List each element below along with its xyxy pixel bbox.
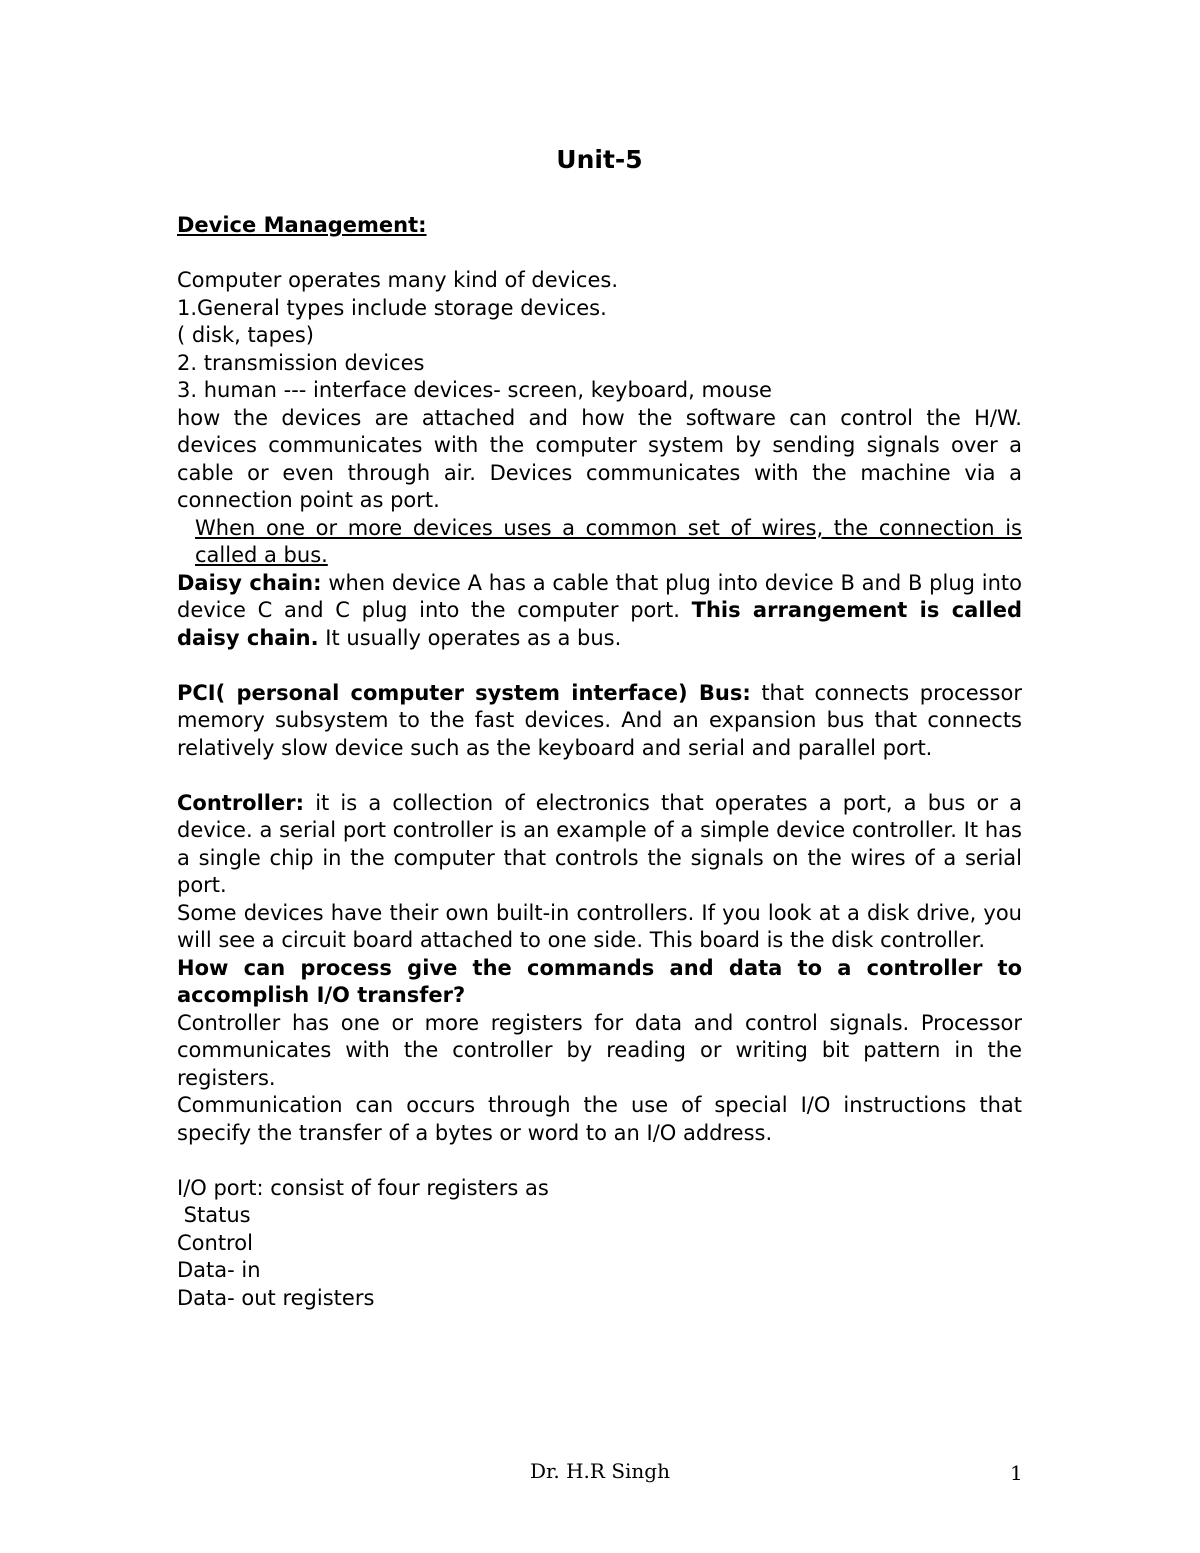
daisy-chain-tail: It usually operates as a bus.	[318, 625, 622, 650]
controller-paragraph-2: Some devices have their own built-in controllers. If you look at a disk drive, you will see a circuit board attached to one side. This board is the disk controller.	[177, 900, 1022, 952]
pci-text: that connects processor memory subsystem to the fast devices. And an expansion bus that connects relatively slow device such as the keyboard and serial and parallel port.	[177, 680, 1022, 760]
section-heading: Device Management:	[177, 213, 427, 237]
io-port-intro: I/O port: consist of four registers as	[177, 1175, 549, 1200]
daisy-chain-label: Daisy chain:	[177, 570, 322, 595]
intro-paragraph: how the devices are attached and how the software can control the H/W. devices communicates with the computer system by sending signals over a cable or even through air. Devices communicates with the machine via a connection point as port.	[177, 405, 1022, 512]
bus-definition: When one or more devices uses a common set of wires, the connection is called a bus.	[195, 515, 1022, 567]
page-title: Unit-5	[556, 145, 643, 174]
controller-paragraph	[177, 790, 1022, 900]
io-port-register: Data- in	[177, 1258, 261, 1282]
intro-line: 1.General types include storage devices.	[177, 295, 607, 320]
controller-text: it is a collection of electronics that operates a port, a bus or a device. a serial port controller is an example of a simple device controller. It has a single chip in the computer that controls the signals on the wires of a serial port.	[177, 790, 1022, 897]
io-port-register: Data- out registers	[177, 1285, 375, 1310]
pci-label: PCI( personal computer system interface) Bus:	[177, 680, 751, 705]
answer-paragraph-2: Communication can occurs through the use of special I/O instructions that specify the transfer of a bytes or word to an I/O address.	[177, 1093, 1022, 1145]
intro-line: Computer operates many kind of devices.	[177, 268, 618, 292]
footer-author: Dr. H.R Singh	[530, 1459, 670, 1483]
io-port-register: Control	[177, 1230, 253, 1255]
page-number: 1	[1010, 1461, 1023, 1485]
question-heading: How can process give the commands and data to a controller to accomplish I/O transfer?	[177, 955, 1022, 1007]
daisy-chain-paragraph	[177, 570, 1022, 653]
answer-paragraph: Controller has one or more registers for data and control signals. Processor communicates with the controller by reading or writing bit pattern in the registers.	[177, 1010, 1022, 1090]
pci-paragraph	[177, 680, 1022, 763]
daisy-chain-bold-text: This arrangement is called daisy chain.	[177, 598, 1022, 650]
intro-line: ( disk, tapes)	[177, 323, 314, 347]
io-port-register: Status	[177, 1203, 251, 1227]
controller-label: Controller:	[177, 790, 305, 815]
page-content	[177, 140, 1022, 1312]
daisy-chain-text: when device A has a cable that plug into device B and B plug into device C and C plug into the computer port.	[177, 570, 1022, 622]
intro-line: 3. human --- interface devices- screen, keyboard, mouse	[177, 378, 772, 402]
intro-line: 2. transmission devices	[177, 350, 425, 375]
